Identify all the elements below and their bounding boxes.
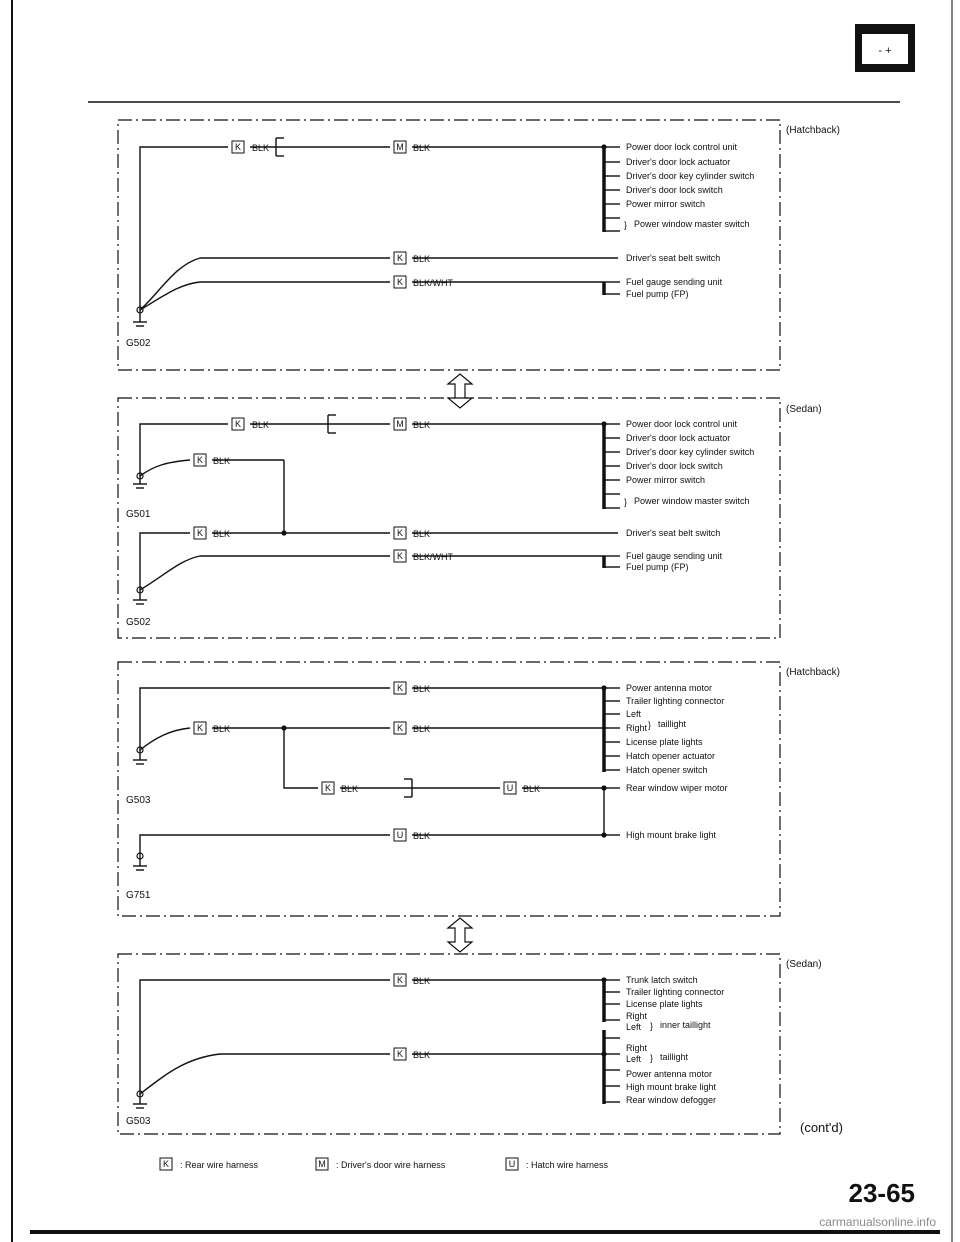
wire-color: BLK/WHT bbox=[413, 552, 454, 562]
component-label: inner taillight bbox=[660, 1020, 711, 1030]
legend-k-code: K bbox=[162, 1159, 170, 1169]
harness-k-code: K bbox=[396, 975, 404, 985]
harness-k-code: K bbox=[324, 783, 332, 793]
component-label: Left bbox=[626, 1022, 642, 1032]
component-label: Driver's door lock switch bbox=[626, 185, 723, 195]
wire-color: BLK/WHT bbox=[413, 278, 454, 288]
harness-k-code: K bbox=[396, 528, 404, 538]
legend bbox=[160, 1158, 609, 1170]
wire-color: BLK bbox=[523, 784, 541, 794]
harness-u-code: U bbox=[506, 783, 514, 793]
wire-color: BLK bbox=[413, 684, 431, 694]
component-label: License plate lights bbox=[626, 999, 703, 1009]
ground-label: G502 bbox=[126, 338, 151, 349]
component-label: License plate lights bbox=[626, 737, 703, 747]
component-label: Hatch opener switch bbox=[626, 765, 708, 775]
harness-k-code: K bbox=[396, 551, 404, 561]
wire-color: BLK bbox=[413, 529, 431, 539]
component-label: Driver's door lock switch bbox=[626, 461, 723, 471]
component-label: Right bbox=[626, 723, 648, 733]
wire-color: BLK bbox=[252, 143, 270, 153]
component-label: Power mirror switch bbox=[626, 199, 706, 209]
wire-color: BLK bbox=[413, 976, 431, 986]
component-label: Fuel gauge sending unit bbox=[626, 551, 723, 561]
harness-u-code: U bbox=[396, 830, 404, 840]
harness-k-code: K bbox=[234, 419, 242, 429]
wire-color: BLK bbox=[213, 456, 231, 466]
ground-label: G503 bbox=[126, 1116, 151, 1127]
component-label: Driver's door key cylinder switch bbox=[626, 171, 755, 181]
svg-text:}: } bbox=[650, 1053, 654, 1063]
harness-m-code: M bbox=[396, 419, 404, 429]
component-label: taillight bbox=[660, 1052, 689, 1062]
harness-k-code: K bbox=[196, 528, 204, 538]
component-label: Rear window wiper motor bbox=[626, 783, 728, 793]
component-label: Fuel pump (FP) bbox=[626, 562, 689, 572]
wire-color: BLK bbox=[413, 254, 431, 264]
wire-color: BLK bbox=[413, 724, 431, 734]
harness-k-code: K bbox=[396, 277, 404, 287]
component-label: Power window master switch bbox=[634, 219, 750, 229]
legend-k-text: : Rear wire harness bbox=[180, 1160, 259, 1170]
component-label: Trailer lighting connector bbox=[626, 696, 725, 706]
ground-label: G503 bbox=[126, 795, 151, 806]
variant-label: (Sedan) bbox=[786, 959, 822, 970]
component-label: Driver's door lock actuator bbox=[626, 433, 731, 443]
component-label: Fuel pump (FP) bbox=[626, 289, 689, 299]
component-label: High mount brake light bbox=[626, 830, 717, 840]
component-label: Power antenna motor bbox=[626, 683, 713, 693]
component-label: Power door lock control unit bbox=[626, 142, 738, 152]
variant-label: (Sedan) bbox=[786, 404, 822, 415]
legend-m-code: M bbox=[318, 1159, 326, 1169]
component-label: Trailer lighting connector bbox=[626, 987, 725, 997]
svg-text:}: } bbox=[650, 1021, 654, 1031]
wire-color: BLK bbox=[413, 420, 431, 430]
component-label: Driver's door key cylinder switch bbox=[626, 447, 755, 457]
wire-color: BLK bbox=[413, 1050, 431, 1060]
component-label: Hatch opener actuator bbox=[626, 751, 716, 761]
component-label: High mount brake light bbox=[626, 1082, 717, 1092]
harness-k-code: K bbox=[396, 1049, 404, 1059]
component-label: Rear window defogger bbox=[626, 1095, 717, 1105]
battery-label: - + bbox=[878, 45, 892, 57]
legend-u-text: : Hatch wire harness bbox=[526, 1160, 609, 1170]
battery-icon bbox=[855, 24, 915, 72]
component-label: Right bbox=[626, 1011, 648, 1021]
component-label: Driver's seat belt switch bbox=[626, 253, 721, 263]
harness-k-code: K bbox=[234, 142, 242, 152]
legend-u-code: U bbox=[508, 1159, 516, 1169]
svg-text:}: } bbox=[624, 497, 628, 507]
wire-color: BLK bbox=[413, 831, 431, 841]
wire-color: BLK bbox=[413, 143, 431, 153]
component-label: Trunk latch switch bbox=[626, 975, 698, 985]
component-label: Power antenna motor bbox=[626, 1069, 713, 1079]
variant-label: (Hatchback) bbox=[786, 125, 840, 136]
component-label: Driver's door lock actuator bbox=[626, 157, 731, 167]
component-label: Left bbox=[626, 1054, 642, 1064]
harness-k-code: K bbox=[196, 455, 204, 465]
continued-label: (cont'd) bbox=[800, 1120, 843, 1135]
wire-color: BLK bbox=[252, 420, 270, 430]
ground-label: G502 bbox=[126, 617, 151, 628]
harness-k-code: K bbox=[196, 723, 204, 733]
svg-text:}: } bbox=[648, 720, 652, 730]
component-label: Power door lock control unit bbox=[626, 419, 738, 429]
svg-text:}: } bbox=[624, 220, 628, 230]
wire-color: BLK bbox=[213, 724, 231, 734]
watermark: carmanualsonline.info bbox=[819, 1215, 936, 1229]
page-number: 23-65 bbox=[848, 1178, 915, 1208]
component-label: Power mirror switch bbox=[626, 475, 706, 485]
component-label: Left bbox=[626, 709, 642, 719]
legend-m-text: : Driver's door wire harness bbox=[336, 1160, 446, 1170]
component-label: taillight bbox=[658, 719, 687, 729]
component-label: Fuel gauge sending unit bbox=[626, 277, 723, 287]
component-label: Right bbox=[626, 1043, 648, 1053]
component-label: Power window master switch bbox=[634, 496, 750, 506]
wire-color: BLK bbox=[341, 784, 359, 794]
wire-color: BLK bbox=[213, 529, 231, 539]
ground-label: G501 bbox=[126, 509, 151, 520]
component-label: Driver's seat belt switch bbox=[626, 528, 721, 538]
harness-k-code: K bbox=[396, 723, 404, 733]
variant-label: (Hatchback) bbox=[786, 667, 840, 678]
harness-m-code: M bbox=[396, 142, 404, 152]
harness-k-code: K bbox=[396, 683, 404, 693]
ground-label: G751 bbox=[126, 890, 151, 901]
harness-k-code: K bbox=[396, 253, 404, 263]
